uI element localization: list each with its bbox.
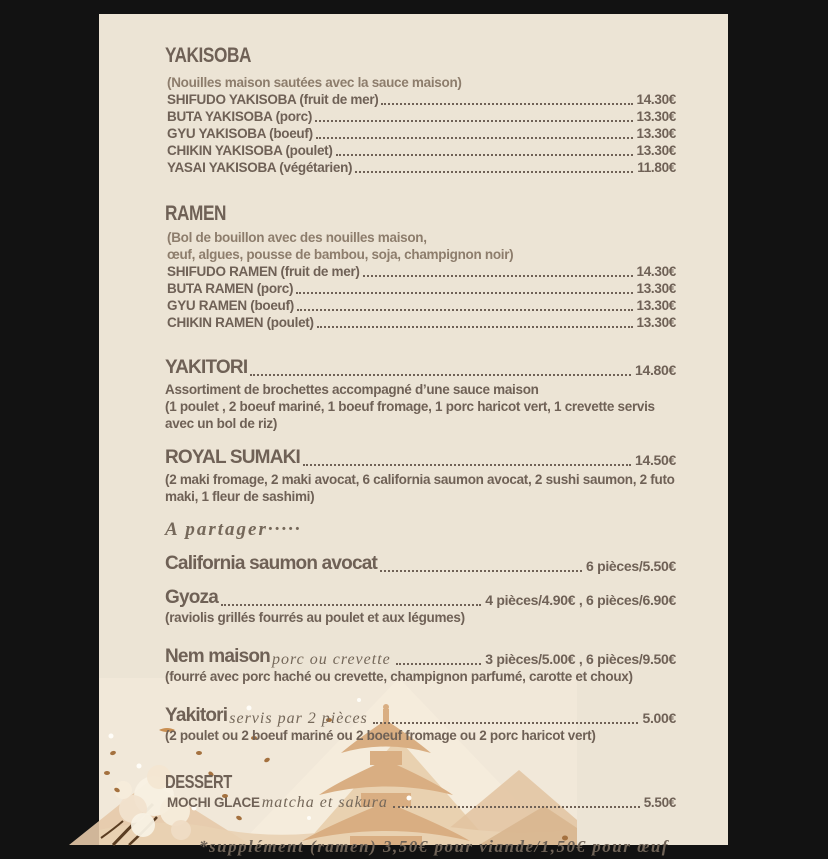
item-name: Nem maison	[165, 646, 270, 667]
item-price: 14.30€	[636, 92, 676, 107]
dotted-leader	[393, 806, 640, 808]
section-royal-sumaki	[165, 447, 676, 505]
item-price: 14.50€	[634, 452, 676, 468]
menu-item-row	[167, 297, 676, 314]
dotted-leader	[221, 604, 481, 606]
item-subtitle-script: servis par 2 pièces	[229, 710, 368, 727]
section-note: (Bol de bouillon avec des nouilles maison,	[167, 230, 427, 245]
section-title: YAKISOBA	[165, 44, 252, 67]
menu-item-row	[165, 705, 676, 727]
item-name: SHIFUDO YAKISOBA (fruit de mer)	[167, 92, 379, 107]
partager-heading: A partager·····	[165, 519, 302, 540]
section-title: RAMEN	[165, 202, 227, 225]
section-title: DESSERT	[165, 772, 232, 792]
item-description: (2 poulet ou 2 boeuf mariné ou 2 boeuf fromage ou 2 porc haricot vert)	[165, 728, 596, 743]
dotted-leader	[316, 137, 633, 139]
dotted-leader	[336, 154, 633, 156]
menu-content	[99, 14, 728, 857]
item-name: SHIFUDO RAMEN (fruit de mer)	[167, 264, 360, 279]
menu-item-row	[167, 91, 676, 108]
dotted-leader	[381, 103, 632, 105]
item-name: Gyoza	[165, 587, 219, 608]
menu-item-row	[167, 159, 676, 176]
menu-item-row	[165, 357, 676, 379]
menu-item-row	[165, 447, 676, 469]
section-note: œuf, algues, pousse de bambou, soja, champignon noir)	[167, 247, 514, 262]
item-name: MOCHI GLACE	[167, 795, 260, 810]
dotted-leader	[297, 309, 633, 311]
item-price: 5.00€	[642, 710, 676, 726]
item-price: 13.30€	[636, 281, 676, 296]
item-price: 13.30€	[636, 143, 676, 158]
section-ramen	[165, 202, 676, 331]
section-gyoza	[165, 587, 676, 626]
item-price: 13.30€	[636, 315, 676, 330]
item-name: CHIKIN YAKISOBA (poulet)	[167, 143, 333, 158]
section-note: (Nouilles maison sautées avec la sauce maison)	[167, 75, 462, 90]
section-nem-maison	[165, 646, 676, 685]
dotted-leader	[355, 171, 633, 173]
item-name: ROYAL SUMAKI	[165, 447, 301, 468]
item-price: 5.50€	[643, 795, 676, 810]
item-name: YAKITORI	[165, 357, 248, 378]
item-description: (1 poulet , 2 boeuf mariné, 1 boeuf fromage, 1 porc haricot vert, 1 crevette servis avec un bol de riz)	[165, 399, 655, 431]
menu-item-row	[167, 263, 676, 280]
menu-item-row	[165, 646, 676, 668]
item-description: (2 maki fromage, 2 maki avocat, 6 california saumon avocat, 2 sushi saumon, 2 futo maki, 1 fleur de sashimi)	[165, 472, 675, 504]
dotted-leader	[296, 292, 632, 294]
item-price: 13.30€	[636, 109, 676, 124]
item-price: 14.80€	[634, 362, 676, 378]
menu-item-row-california	[165, 553, 676, 575]
section-dessert	[165, 770, 676, 811]
dotted-leader	[303, 464, 631, 466]
item-name: Yakitori	[165, 705, 228, 726]
menu-page	[99, 14, 728, 856]
item-price: 11.80€	[637, 160, 676, 175]
dotted-leader	[317, 326, 633, 328]
item-name: BUTA YAKISOBA (porc)	[167, 109, 313, 124]
item-description: Assortiment de brochettes accompagné d’une sauce maison	[165, 382, 539, 397]
item-name: CHIKIN RAMEN (poulet)	[167, 315, 314, 330]
menu-item-row	[167, 280, 676, 297]
item-name: BUTA RAMEN (porc)	[167, 281, 294, 296]
menu-item-row	[167, 125, 676, 142]
supplement-footnote: *supplément (ramen) 3,50€ pour viande/1,50€ pour œuf	[199, 837, 669, 856]
item-price: 6 pièces/5.50€	[586, 558, 676, 574]
item-name: GYU YAKISOBA (boeuf)	[167, 126, 313, 141]
menu-item-row	[165, 587, 676, 609]
dotted-leader	[380, 570, 582, 572]
dotted-leader	[363, 275, 633, 277]
item-price: 13.30€	[636, 126, 676, 141]
item-description: (raviolis grillés fourrés au poulet et aux légumes)	[165, 610, 465, 625]
item-price: 3 pièces/5.00€ , 6 pièces/9.50€	[485, 651, 676, 667]
menu-item-row	[167, 314, 676, 331]
section-yakitori-assortiment	[165, 357, 676, 432]
dotted-leader	[315, 120, 632, 122]
dotted-leader	[250, 374, 631, 376]
item-price: 4 pièces/4.90€ , 6 pièces/6.90€	[485, 592, 676, 608]
item-name: YASAI YAKISOBA (végétarien)	[167, 160, 353, 175]
section-yakisoba	[165, 44, 676, 176]
item-subtitle-script: porc ou crevette	[271, 651, 391, 668]
item-price: 13.30€	[636, 298, 676, 313]
item-name: GYU RAMEN (boeuf)	[167, 298, 294, 313]
item-subtitle-script: matcha et sakura	[261, 794, 388, 811]
menu-item-row	[167, 108, 676, 125]
item-description: (fourré avec porc haché ou crevette, champignon parfumé, carotte et choux)	[165, 669, 633, 684]
item-price: 14.30€	[636, 264, 676, 279]
dotted-leader	[373, 722, 639, 724]
menu-item-row	[167, 794, 676, 811]
dotted-leader	[396, 663, 482, 665]
section-yakitori-pieces	[165, 705, 676, 744]
menu-item-row	[167, 142, 676, 159]
item-name: California saumon avocat	[165, 553, 378, 574]
